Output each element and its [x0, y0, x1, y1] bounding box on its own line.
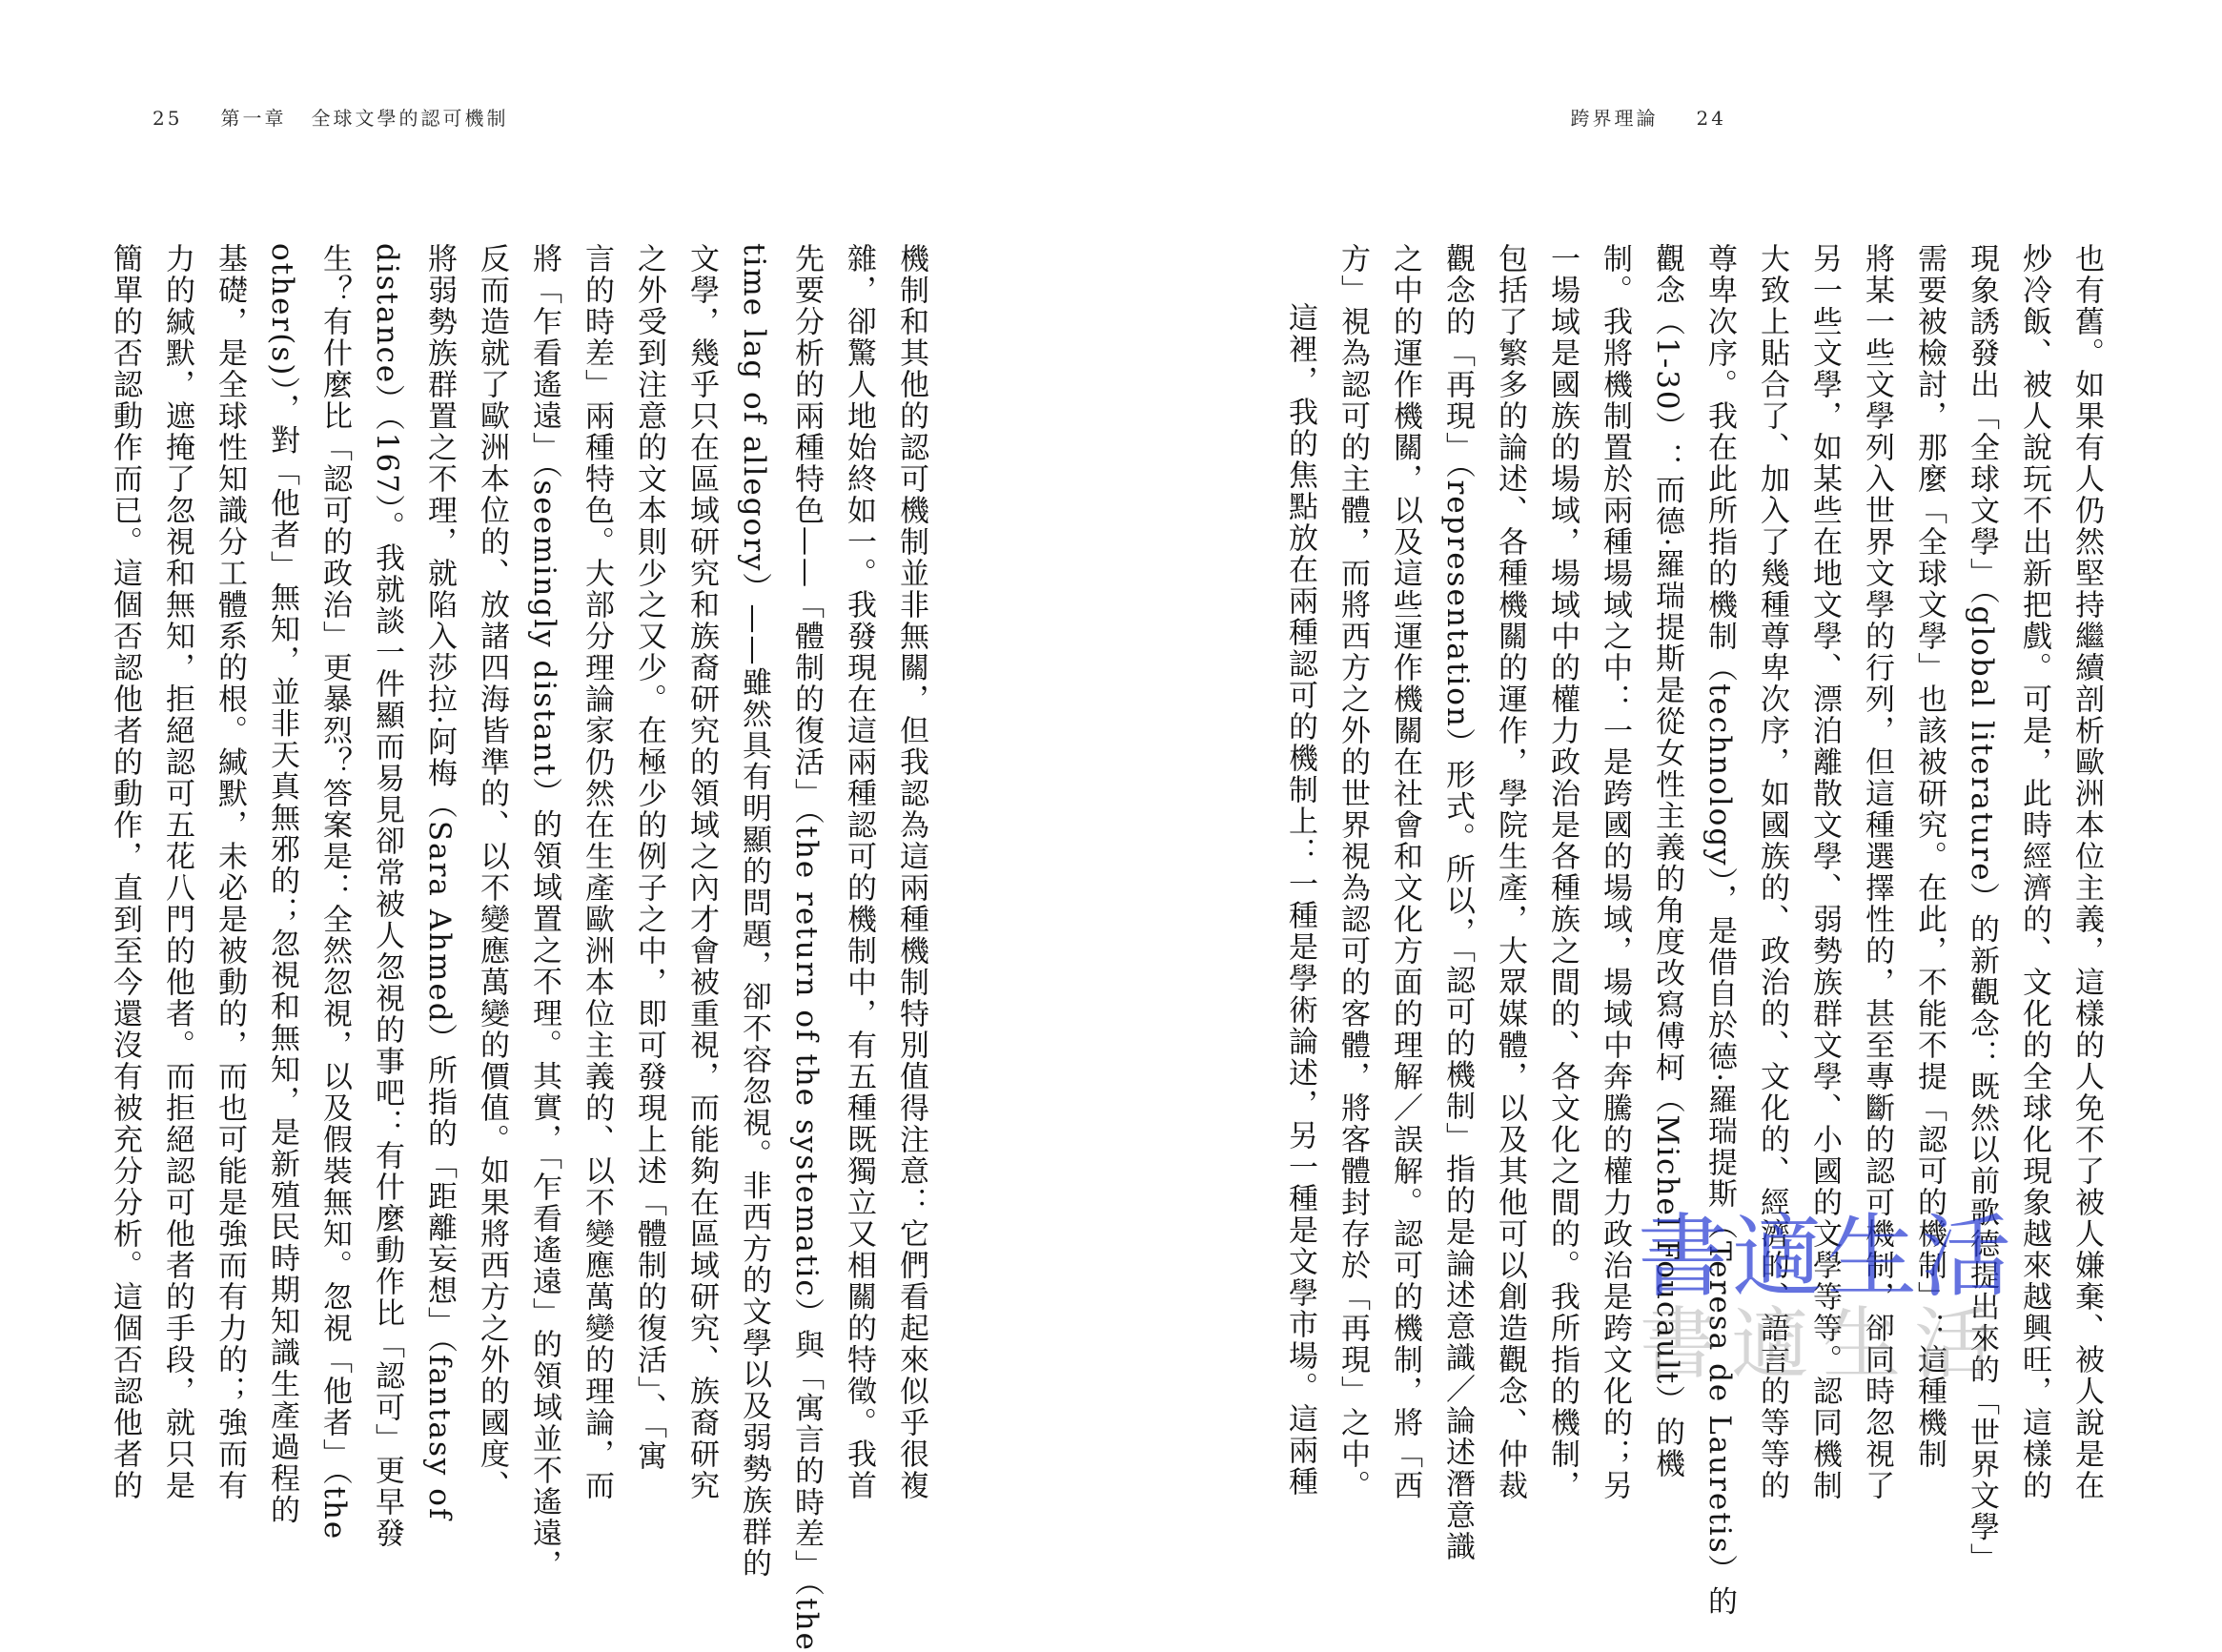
text-column: 機制和其他的認可機制並非無關，但我認為這兩種機制特別值得注意：它們看起來似乎很複 [894, 243, 928, 1501]
text-column: 雜，卻驚人地始終如一。我發現在這兩種認可的機制中，有五種既獨立又相關的特徵。我首 [842, 243, 876, 1501]
text-column: 大致上貼合了、加入了幾種尊卑次序，如國族的、政治的、文化的、經濟的、語言的等等的 [1755, 243, 1789, 1501]
text-column: 觀念的「再現」（representation）形式。所以，「認可的機制」指的是論述意識／論述潛意識 [1440, 243, 1475, 1563]
text-column: 反而造就了歐洲本位的、放諸四海皆準的、以不變應萬變的價值。如果將西方之外的國度、 [475, 243, 509, 1501]
text-column: 將「乍看遙遠」（seemingly distant）的領域置之不理。其實，「乍看遙遠」的領域並不遙遠， [527, 243, 561, 1581]
text-column: 生？有什麼比「認可的政治」更暴烈？答案是：全然忽視，以及假裝無知。忽視「他者」（the [317, 243, 352, 1541]
text-column: other(s)），對「他者」無知，並非天真無邪的；忽視和無知，是新殖民時期知識生產過程的 [265, 243, 299, 1526]
watermark-stamp: 書適生活 [1638, 1205, 2016, 1310]
text-column: 需要被檢討，那麼「全球文學」也該被研究。在此，不能不提「認可的機制」：這種機制 [1912, 243, 1947, 1470]
right-page-body [1283, 243, 2112, 1618]
text-column: 簡單的否認動作而已。這個否認他者的動作，直到至今還沒有被充分分析。這個否認他者的 [108, 243, 142, 1501]
text-column: 之中的運作機關，以及這些運作機關在社會和文化方面的理解／誤解。認可的機制，將「西 [1388, 243, 1422, 1501]
text-column: 這裡，我的焦點放在兩種認可的機制上：一種是學術論述，另一種是文學市場。這兩種 [1283, 302, 1317, 1498]
text-column: 也有舊。如果有人仍然堅持繼續剖析歐洲本位主義，這樣的人免不了被人嫌棄、被人說是在 [2069, 243, 2104, 1501]
text-column: 之外受到注意的文本則少之又少。在極少的例子之中，即可發現上述「體制的復活」、「寓 [632, 243, 666, 1472]
text-column: 包括了繁多的論述、各種機關的運作，學院生產，大眾媒體，以及其他可以創造觀念、仲裁 [1493, 243, 1527, 1501]
series-title: 跨界理論 [1570, 107, 1659, 130]
text-column: 將弱勢族群置之不理，就陷入莎拉·阿梅（Sara Ahmed）所指的「距離妄想」（fantasy of [422, 243, 457, 1521]
text-column: 方」視為認可的主體，而將西方之外的世界視為認可的客體，將客體封存於「再現」之中。 [1335, 243, 1370, 1501]
text-column: distance）（167）。我就談一件顯而易見卻常被人忽視的事吧：有什麼動作比「認可」更早發 [370, 243, 404, 1550]
text-column: 制。我將機制置於兩種場域之中：一是跨國的場域，場域中奔騰的權力政治是跨文化的；另 [1598, 243, 1632, 1501]
text-column: 一場域是國族的場域，場域中的權力政治是各種族之間的、各文化之間的。我所指的機制， [1545, 243, 1580, 1501]
text-column: 力的緘默，遮掩了忽視和無知，拒絕認可五花八門的他者。而拒絕認可他者的手段，就只是 [160, 243, 194, 1501]
right-running-head [1571, 103, 1726, 131]
text-column: 將某一些文學列入世界文學的行列，但這種選擇性的，甚至專斷的認可機制，卻同時忽視了 [1860, 243, 1894, 1501]
left-page-number: 25 [153, 107, 183, 130]
right-page-number: 24 [1696, 107, 1726, 130]
chapter-label: 第一章 [220, 107, 287, 130]
text-column: 先要分析的兩種特色——「體制的復活」（the return of the systematic）與「寓言的時差」（the [789, 243, 824, 1652]
text-column: 尊卑次序。我在此所指的機制（technology），是借自於德·羅瑞提斯（Teresa de Lauretis）的 [1702, 243, 1737, 1618]
left-running-head [153, 103, 508, 131]
text-column: time lag of allegory）——雖然具有明顯的問題，卻不容忽視。非西方的文學以及弱勢族群的 [737, 243, 771, 1580]
text-column: 言的時差」兩種特色。大部分理論家仍然在生產歐洲本位主義的、以不變應萬變的理論，而 [580, 243, 614, 1501]
text-column: 炒冷飯、被人說玩不出新把戲。可是，此時經濟的、文化的全球化現象越來越興旺，這樣的 [2017, 243, 2051, 1501]
watermark-ghost: 書適生活 [1640, 1299, 2007, 1390]
text-column: 另一些文學，如某些在地文學、漂泊離散文學、弱勢族群文學、小國的文學等等。認同機制 [1807, 243, 1842, 1501]
text-column: 文學，幾乎只在區域研究和族裔研究的領域之內才會被重視，而能夠在區域研究、族裔研究 [684, 243, 719, 1501]
text-column: 觀念（1-30）：而德·羅瑞提斯是從女性主義的角度改寫傅柯（Michel Foucault）的機 [1650, 243, 1684, 1480]
chapter-title: 全球文學的認可機制 [311, 107, 509, 130]
text-column: 基礎，是全球性知識分工體系的根。緘默，未必是被動的，而也可能是強而有力的；強而有 [213, 243, 247, 1501]
left-page-body [108, 243, 937, 1652]
text-column: 現象誘發出「全球文學」（global literature）的新觀念：既然以前歌德提出來的「世界文學」 [1965, 243, 1999, 1575]
